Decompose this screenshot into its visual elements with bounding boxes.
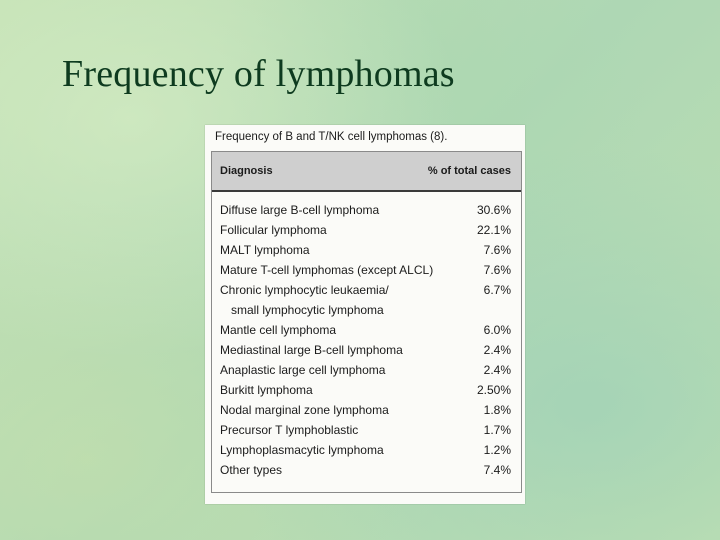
percent-cell: 7.4% xyxy=(483,463,511,477)
diagnosis-cell: Follicular lymphoma xyxy=(220,223,327,237)
percent-cell: 2.4% xyxy=(483,363,511,377)
table-body xyxy=(212,203,521,483)
table-row xyxy=(212,403,521,423)
table-row xyxy=(212,303,521,323)
table-row xyxy=(212,343,521,363)
table-row xyxy=(212,383,521,403)
percent-cell: 1.2% xyxy=(483,443,511,457)
table-row xyxy=(212,283,521,303)
diagnosis-cell: Burkitt lymphoma xyxy=(220,383,313,397)
table-row xyxy=(212,203,521,223)
lymphoma-table xyxy=(211,151,522,493)
column-header-percent: % of total cases xyxy=(427,165,511,177)
table-row xyxy=(212,323,521,343)
table-row xyxy=(212,243,521,263)
diagnosis-cell: Precursor T lymphoblastic xyxy=(220,423,359,437)
diagnosis-cell: Lymphoplasmacytic lymphoma xyxy=(220,443,384,457)
diagnosis-cell: Other types xyxy=(220,463,283,477)
diagnosis-cell: Nodal marginal zone lymphoma xyxy=(220,403,389,417)
diagnosis-cell: Chronic lymphocytic leukaemia/ xyxy=(220,283,389,297)
column-header-diagnosis: Diagnosis xyxy=(220,165,273,177)
table-header xyxy=(212,152,521,192)
percent-cell: 7.6% xyxy=(483,263,511,277)
percent-cell: 2.50% xyxy=(476,383,511,397)
table-row xyxy=(212,363,521,383)
diagnosis-cell: Mature T-cell lymphomas (except ALCL) xyxy=(220,263,434,277)
percent-cell: 7.6% xyxy=(483,243,511,257)
table-row xyxy=(212,443,521,463)
percent-cell: 1.8% xyxy=(483,403,511,417)
diagnosis-cell: Anaplastic large cell lymphoma xyxy=(220,363,386,377)
table-row xyxy=(212,463,521,483)
table-row xyxy=(212,223,521,243)
percent-cell: 1.7% xyxy=(483,423,511,437)
diagnosis-cell: small lymphocytic lymphoma xyxy=(231,303,384,317)
slide-title: Frequency of lymphomas xyxy=(62,53,455,95)
table-row xyxy=(212,263,521,283)
table-image xyxy=(205,125,525,504)
percent-cell: 2.4% xyxy=(483,343,511,357)
diagnosis-cell: MALT lymphoma xyxy=(220,243,310,257)
percent-cell: 22.1% xyxy=(476,223,511,237)
percent-cell: 6.0% xyxy=(483,323,511,337)
percent-cell: 30.6% xyxy=(476,203,511,217)
diagnosis-cell: Diffuse large B-cell lymphoma xyxy=(220,203,380,217)
diagnosis-cell: Mantle cell lymphoma xyxy=(220,323,337,337)
table-row xyxy=(212,423,521,443)
percent-cell: 6.7% xyxy=(483,283,511,297)
diagnosis-cell: Mediastinal large B-cell lymphoma xyxy=(220,343,403,357)
table-caption: Frequency of B and T/NK cell lymphomas (8). xyxy=(215,131,448,143)
